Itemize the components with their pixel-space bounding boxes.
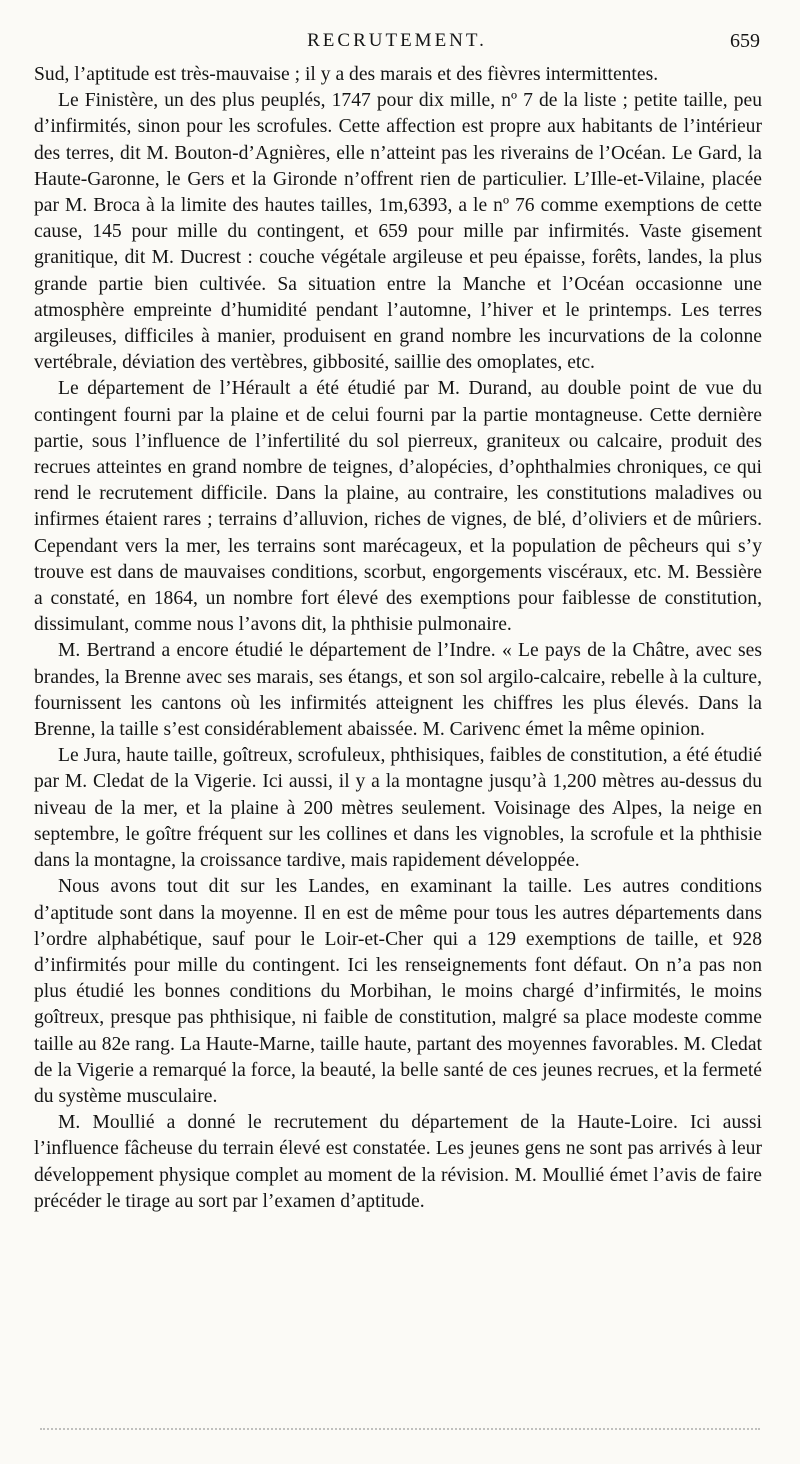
page-header — [34, 30, 760, 56]
paragraph: M. Moullié a donné le recrutement du département de la Haute-Loire. Ici aussi l’influence fâcheuse du terrain élevé est constatée. Les jeunes gens ne sont pas arrivés à leur développement physique complet au moment de la révision. M. Moullié émet l’avis de faire précéder le tirage au sort par l’examen d’aptitude. — [34, 1112, 762, 1212]
paragraph: Nous avons tout dit sur les Landes, en examinant la taille. Les autres conditions d’aptitude sont dans la moyenne. Il en est de même pour tous les autres départements dans l’ordre alphabétique, sauf pour le Loir-et-Cher qui a 129 exemptions de taille, et 928 d’infirmités pour mille du contingent. Ici les renseignements font défaut. On n’a pas non plus étudié les bonnes conditions du Morbihan, le moins chargé d’infirmités, le moins goîtreux, presque pas phthisique, ni faible de constitution, malgré sa place modeste comme taille au 82e rang. La Haute-Marne, taille haute, partant des moyennes favorables. M. Cledat de la Vigerie a remarqué la force, la beauté, la belle santé de ces jeunes recrues, et la fermeté du système musculaire. — [34, 876, 762, 1107]
paragraph: Le Finistère, un des plus peuplés, 1747 pour dix mille, nº 7 de la liste ; petite taille, peu d’infirmités, sinon pour les scrofules. Cette affection est propre aux habitants de l’intérieur des terres, dit M. Bouton-d’Agnières, elle n’atteint pas les riverains de l’Océan. Le Gard, la Haute-Garonne, le Gers et la Gironde n’offrent rien de particulier. L’Ille-et-Vilaine, placée par M. Broca à la limite des hautes tailles, 1m,6393, a le nº 76 comme exemptions de cette cause, 145 pour mille du contingent, et 659 pour mille par infirmités. Vaste gisement granitique, dit M. Ducrest : couche végétale argileuse et peu épaisse, forêts, landes, la plus grande partie bien cultivée. Sa situation entre la Manche et l’Océan occasionne une atmosphère empreinte d’humidité pendant l’automne, l’hiver et le printemps. Les terres argileuses, difficiles à manier, produisent en grand nombre les incurvations de la colonne vertébrale, déviation des vertèbres, gibbosité, saillie des omoplates, etc. — [34, 90, 762, 374]
footer-dotted-rule — [40, 1428, 760, 1430]
paragraph: Le département de l’Hérault a été étudié par M. Durand, au double point de vue du contingent fourni par la plaine et de celui fourni par la partie montagneuse. Cette dernière partie, sous l’influence de l’infertilité du sol pierreux, graniteux ou calcaire, produit des recrues atteintes en grand nombre de teignes, d’alopécies, d’ophthalmies chroniques, ce qui rend le recrutement difficile. Dans la plaine, au contraire, les constitutions maladives ou infirmes étaient rares ; terrains d’alluvion, riches de vignes, de blé, d’oliviers et de mûriers. Cependant vers la mer, les terrains sont marécageux, et la population de pêcheurs qui s’y trouve est dans de mauvaises conditions, scorbut, engorgements viscéraux, etc. M. Bessière a constaté, en 1864, un nombre fort élevé des exemptions pour faiblesse de constitution, dissimulant, comme nous l’avons dit, la phthisie pulmonaire. — [34, 378, 762, 636]
page-number: 659 — [730, 30, 760, 52]
running-title: RECRUTEMENT. — [307, 30, 487, 51]
page-body — [34, 62, 762, 1215]
paragraph: M. Bertrand a encore étudié le département de l’Indre. « Le pays de la Châtre, avec ses brandes, la Brenne avec ses marais, ses étangs, et son sol argilo-calcaire, rebelle à la culture, fournissent les cantons où les infirmités atteignent les chiffres les plus élevés. Dans la Brenne, la taille s’est considérablement abaissée. M. Carivenc émet la même opinion. — [34, 640, 762, 741]
paragraph: Sud, l’aptitude est très-mauvaise ; il y a des marais et des fièvres intermittentes. — [34, 64, 659, 85]
paragraph: Le Jura, haute taille, goîtreux, scrofuleux, phthisiques, faibles de constitution, a été étudié par M. Cledat de la Vigerie. Ici aussi, il y a la montagne jusqu’à 1,200 mètres au-dessus du niveau de la mer, et la plaine à 200 mètres seulement. Voisinage des Alpes, la neige en septembre, le goître fréquent sur les collines et dans les vignobles, la scrofule et la phthisie dans la montagne, la croissance tardive, mais rapidement développée. — [34, 745, 762, 872]
